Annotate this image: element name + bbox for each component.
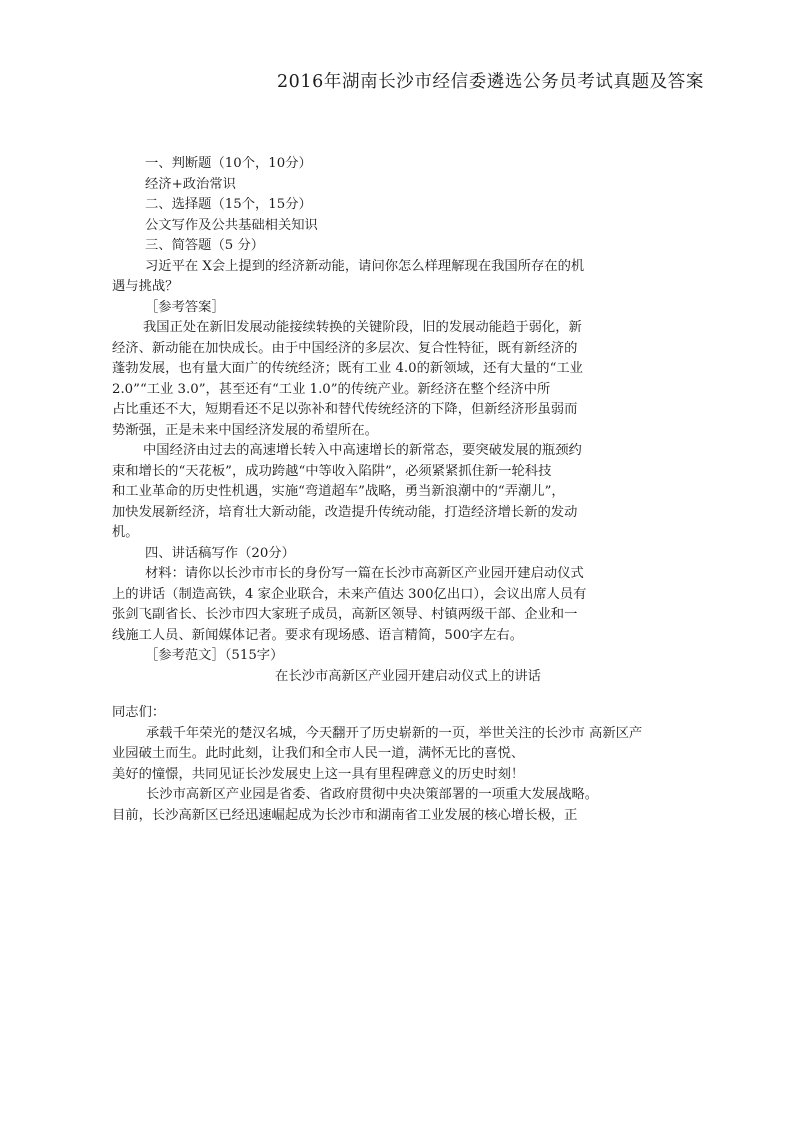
answer-paragraph-line: 占比重还不大，短期看还不足以弥补和替代传统经济的下降，但新经济形虽弱而 [112, 402, 578, 417]
answer-paragraph-line: 我国正处在新旧发展动能接续转换的关键阶段，旧的发展动能趋于弱化，新 [143, 320, 582, 335]
sample-label: ［参考范文］（515字） [145, 648, 284, 663]
speech-title: 在长沙市高新区产业园开建启动仪式上的讲话 [275, 668, 541, 684]
choice-heading: 二、选择题（15个，15分） [145, 197, 312, 212]
speech-paragraph-line: 长沙市高新区产业园是省委、省政府贯彻中央决策部署的一项重大发展战略。 [146, 787, 599, 802]
answer-paragraph-line: 和工业革命的历史性机遇，实施“弯道超车”战略，勇当新浪潮中的“弄潮儿”， [112, 484, 565, 499]
material-line: 线施工人员、新闻媒体记者。要求有现场感、语言精简，500字左右。 [112, 627, 523, 643]
answer-label: ［参考答案］ [145, 299, 225, 315]
answer-paragraph-line: 势渐强，正是未来中国经济发展的希望所在。 [112, 422, 378, 438]
answer-paragraph-line: 经济、新动能在加快成长。由于中国经济的多层次、复合性特征，既有新经济的 [112, 340, 578, 356]
short-question-line: 习近平在 X会上提到的经济新动能，请问你怎么样理解现在我国所存在的机 [145, 258, 585, 274]
material-line: 材料：请你以长沙市市长的身份写一篇在长沙市高新区产业园开建启动仪式 [145, 566, 584, 581]
judge-topic: 经济+政治常识 [145, 176, 236, 192]
answer-paragraph-line: 加快发展新经济，培育壮大新动能，改造提升传统动能，打造经济增长新的发动 [112, 504, 578, 520]
answer-paragraph-line: 中国经济由过去的高速增长转入中高速增长的新常态，要突破发展的瓶颈约 [143, 443, 582, 458]
speech-paragraph-line: 美好的憧憬，共同见证长沙发展史上这一具有里程碑意义的历史时刻！ [112, 766, 525, 782]
speech-paragraph-line: 业园破土而生。此时此刻，让我们和全市人民一道，满怀无比的喜悦、 [112, 746, 525, 761]
choice-topic: 公文写作及公共基础相关知识 [145, 217, 318, 233]
speech-paragraph-line: 目前，长沙高新区已经迅速崛起成为长沙市和湖南省工业发展的核心增长极，正 [112, 807, 578, 823]
document-body [112, 154, 684, 826]
answer-paragraph-line: 机。 [112, 525, 139, 540]
answer-paragraph-line: 蓬勃发展，也有量大面广的传统经济；既有工业 4.0的新领域，还有大量的“工业 [112, 361, 583, 376]
speech-heading: 四、讲话稿写作（20分） [145, 545, 295, 561]
answer-paragraph-line: 2.0”“工业 3.0”，甚至还有“工业 1.0”的传统产业。新经济在整个经济中所 [112, 381, 551, 397]
short-question-line: 遇与挑战？ [112, 279, 179, 294]
material-line: 上的讲话（制造高铁，4 家企业联合，未来产值达 300亿出口），会议出席人员有 [112, 586, 587, 602]
short-answer-heading: 三、简答题（5 分） [145, 238, 265, 253]
material-line: 张剑飞副省长、长沙市四大家班子成员，高新区领导、村镇两级干部、企业和一 [112, 607, 578, 622]
salutation: 同志们： [112, 705, 166, 720]
judge-heading: 一、判断题（10个，10分） [145, 156, 312, 171]
answer-paragraph-line: 束和增长的“天花板”，成功跨越“中等收入陷阱”，必须紧紧抓住新一轮科技 [112, 463, 552, 479]
speech-paragraph-line: 承载千年荣光的楚汉名城，今天翻开了历史崭新的一页，举世关注的长沙市 高新区产 [146, 725, 643, 741]
document-title: 2016年湖南长沙市经信委遴选公务员考试真题及答案 [276, 72, 704, 92]
